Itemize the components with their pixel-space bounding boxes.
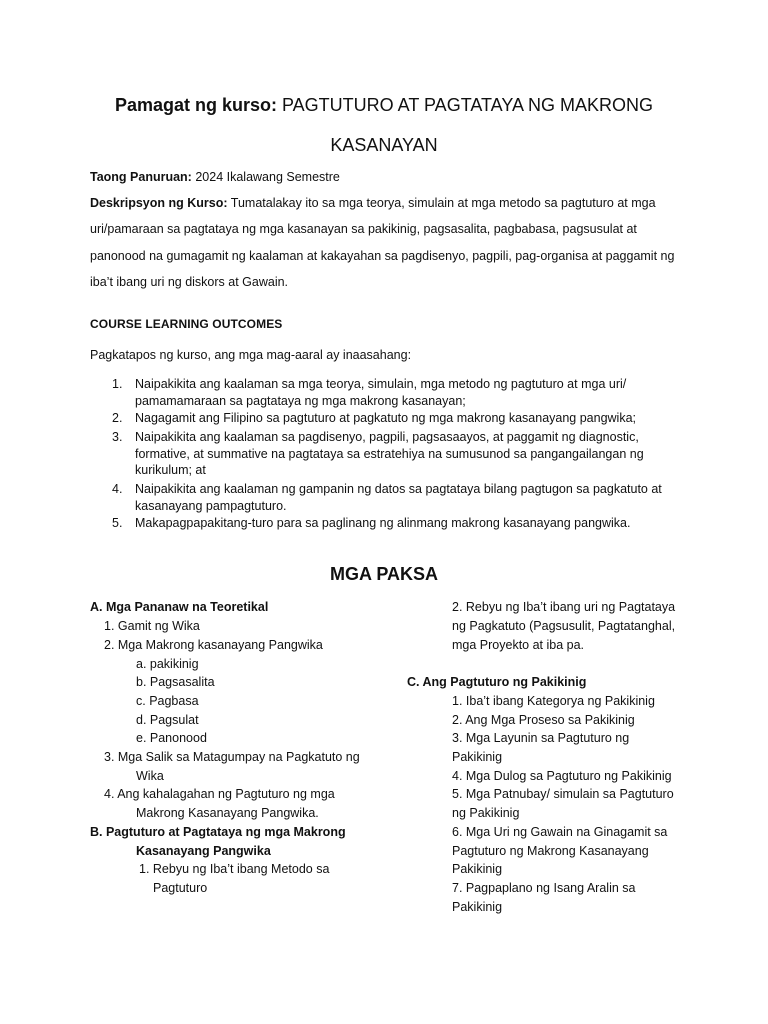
outcome-text: Naipakikita ang kaalaman sa mga teorya, simulain, mga metodo ng pagtuturo at mga uri/ pamamamaraan sa pagtataya ng mga makrong kasanayan; (135, 377, 627, 408)
topic-item-continuation: Pakikinig (452, 900, 503, 914)
academic-year (90, 168, 340, 186)
course-title-line-1 (0, 93, 768, 117)
outcomes-intro: Pagkatapos ng kurso, ang mga mag-aaral ay inaasahang: (90, 348, 412, 362)
topic-item: 2. Ang Mga Proseso sa Pakikinig (452, 713, 635, 727)
topic-item: 1. Iba’t ibang Kategorya ng Pakikinig (452, 694, 655, 708)
topic-section-heading-continuation: Kasanayang Pangwika (136, 844, 271, 858)
outcome-text: Naipakikita ang kaalaman ng gampanin ng datos sa pagtataya bilang pagtugon sa pagkatuto at kasanayang pampagtuturo. (135, 482, 662, 513)
topic-item-continuation: Pakikinig (452, 862, 503, 876)
course-description-line: Deskripsyon ng Kurso: Tumatalakay ito sa mga teorya, simulain at mga metodo sa pagtuturo at mga (90, 196, 656, 210)
course-title-value: PAGTUTURO AT PAGTATAYA NG MAKRONG (277, 95, 654, 115)
topic-item: 1. Gamit ng Wika (104, 619, 200, 633)
topic-item: 4. Ang kahalagahan ng Pagtuturo ng mga (104, 787, 335, 801)
outcome-number: 3. (112, 430, 123, 444)
topic-subitem: e. Panonood (136, 731, 207, 745)
outcome-number: 4. (112, 482, 123, 496)
course-description-line: uri/pamaraan sa pagtataya ng mga kasanayan sa pakikinig, pagsasalita, pagbabasa, pagsusulat at (90, 222, 637, 236)
topic-item: 3. Mga Layunin sa Pagtuturo ng (452, 731, 630, 745)
outcomes-heading: COURSE LEARNING OUTCOMES (90, 317, 283, 331)
course-description-label: Deskripsyon ng Kurso: (90, 196, 228, 210)
outcome-number: 2. (112, 411, 123, 425)
topic-subitem: d. Pagsulat (136, 713, 199, 727)
outcome-number: 1. (112, 377, 123, 391)
topic-subitem: a. pakikinig (136, 657, 199, 671)
topics-title: MGA PAKSA (330, 564, 438, 584)
topic-section-heading: C. Ang Pagtuturo ng Pakikinig (407, 675, 587, 689)
topic-item-continuation: Makrong Kasanayang Pangwika. (136, 806, 319, 820)
course-title-line-2: KASANAYAN (330, 135, 438, 155)
outcome-number: 5. (112, 516, 123, 530)
topic-item: 6. Mga Uri ng Gawain na Ginagamit sa (452, 825, 668, 839)
topic-subitem: c. Pagbasa (136, 694, 199, 708)
topic-item: 2. Rebyu ng Iba’t ibang uri ng Pagtataya (452, 600, 676, 614)
topic-item: 5. Mga Patnubay/ simulain sa Pagtuturo (452, 787, 674, 801)
topic-item-continuation: Pagtuturo (153, 881, 208, 895)
topic-section-heading: B. Pagtuturo at Pagtataya ng mga Makrong (90, 825, 346, 839)
academic-year-value: 2024 Ikalawang Semestre (191, 170, 340, 184)
outcome-text: Nagagamit ang Filipino sa pagtuturo at pagkatuto ng mga makrong kasanayang pangwika; (135, 411, 637, 425)
topic-item: 4. Mga Dulog sa Pagtuturo ng Pakikinig (452, 769, 672, 783)
outcome-text: Naipakikita ang kaalaman sa pagdisenyo, pagpili, pagsasaayos, at paggamit ng diagnostic, formative, at summative na pagtataya sa estratehiya na sumusunod sa pangangailangan ng kurikulum; at (135, 430, 644, 477)
topic-item-continuation: Pakikinig (452, 750, 503, 764)
topic-section-heading: A. Mga Pananaw na Teoretikal (90, 600, 269, 614)
topic-subitem: b. Pagsasalita (136, 675, 215, 689)
course-description-line: panonood na gumagamit ng kaalaman at kakayahan sa pagdisenyo, pagpili, pag-organisa at paggamit ng (90, 249, 675, 263)
course-title-label: Pamagat ng kurso: (114, 95, 277, 115)
topic-item: 1. Rebyu ng Iba’t ibang Metodo sa (139, 862, 330, 876)
topic-item-continuation: Wika (136, 769, 164, 783)
course-description-line: iba’t ibang uri ng diskors at Gawain. (90, 275, 289, 289)
topic-item-continuation: ng Pakikinig (452, 806, 520, 820)
topic-item-continuation: mga Proyekto at iba pa. (452, 638, 585, 652)
topic-item: 3. Mga Salik sa Matagumpay na Pagkatuto ng (104, 750, 360, 764)
topic-item-continuation: ng Pagkatuto (Pagsusulit, Pagtatanghal, (452, 619, 676, 633)
outcome-text: Makapagpapakitang-turo para sa paglinang ng alinmang makrong kasanayang pangwika. (135, 516, 631, 530)
topic-item: 7. Pagpaplano ng Isang Aralin sa (452, 881, 636, 895)
academic-year-label: Taong Panuruan: (90, 170, 192, 184)
topic-item: 2. Mga Makrong kasanayang Pangwika (104, 638, 323, 652)
topic-item-continuation: Pagtuturo ng Makrong Kasanayang (452, 844, 649, 858)
